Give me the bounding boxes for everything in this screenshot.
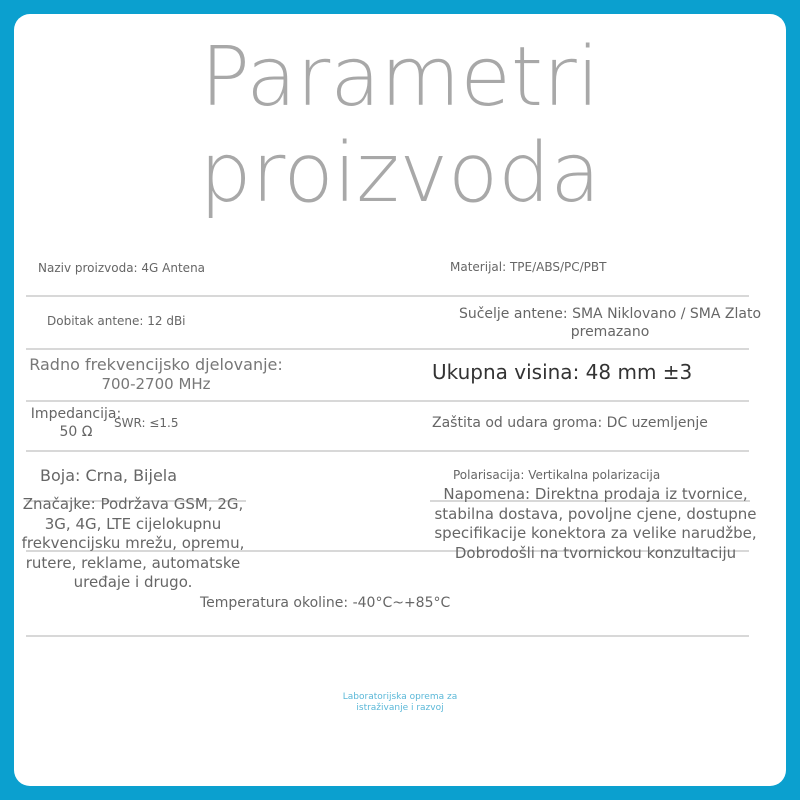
spec-features: Značajke: Podržava GSM, 2G, 3G, 4G, LTE cijelokupnu frekvencijsku mrežu, opremu, rutere, reklame, automatske uređaje i drugo. [21, 495, 245, 591]
page-title [100, 30, 700, 222]
footer-line-2: istraživanje i razvoj [356, 703, 444, 714]
spec-lightning: Zaštita od udara groma: DC uzemljenje [432, 415, 708, 431]
spec-frequency [20, 355, 292, 394]
divider [26, 400, 749, 402]
spec-polarization: Polarisacija: Vertikalna polarizacija [453, 468, 661, 482]
spec-temperature: Temperatura okoline: -40°C~+85°C [200, 595, 451, 611]
spec-note: Napomena: Direktna prodaja iz tvornice, stabilna dostava, povoljne cjene, dostupne specifikacije konektora za velike narudžbe, Dobrodošli na tvornickou konzultaciju [434, 485, 757, 562]
spec-material: Materijal: TPE/ABS/PC/PBT [450, 260, 607, 274]
spec-swr: SWR: ≤1.5 [114, 416, 179, 430]
spec-color: Boja: Crna, Bijela [40, 466, 178, 485]
divider [26, 635, 749, 637]
frequency-label: Radno frekvencijsko djelovanje: [29, 355, 283, 374]
footer-caption [300, 692, 500, 715]
title-line-1: Parametri [200, 30, 600, 125]
impedance-value: 50 Ω [59, 423, 93, 440]
impedance-label: Impedancija: [30, 406, 122, 422]
frequency-value: 700-2700 MHz [101, 375, 211, 393]
spec-height: Ukupna visina: 48 mm ±3 [432, 360, 693, 384]
divider [26, 348, 749, 350]
spec-gain: Dobitak antene: 12 dBi [47, 314, 186, 328]
spec-interface: Sučelje antene: SMA Niklovano / SMA Zlato premazano [458, 306, 762, 340]
divider [26, 295, 749, 297]
title-line-2: proizvoda [199, 126, 601, 221]
spec-impedance [30, 406, 122, 441]
spec-name: Naziv proizvoda: 4G Antena [38, 261, 206, 275]
divider [26, 450, 749, 452]
footer-line-1: Laboratorijska oprema za [342, 692, 458, 702]
